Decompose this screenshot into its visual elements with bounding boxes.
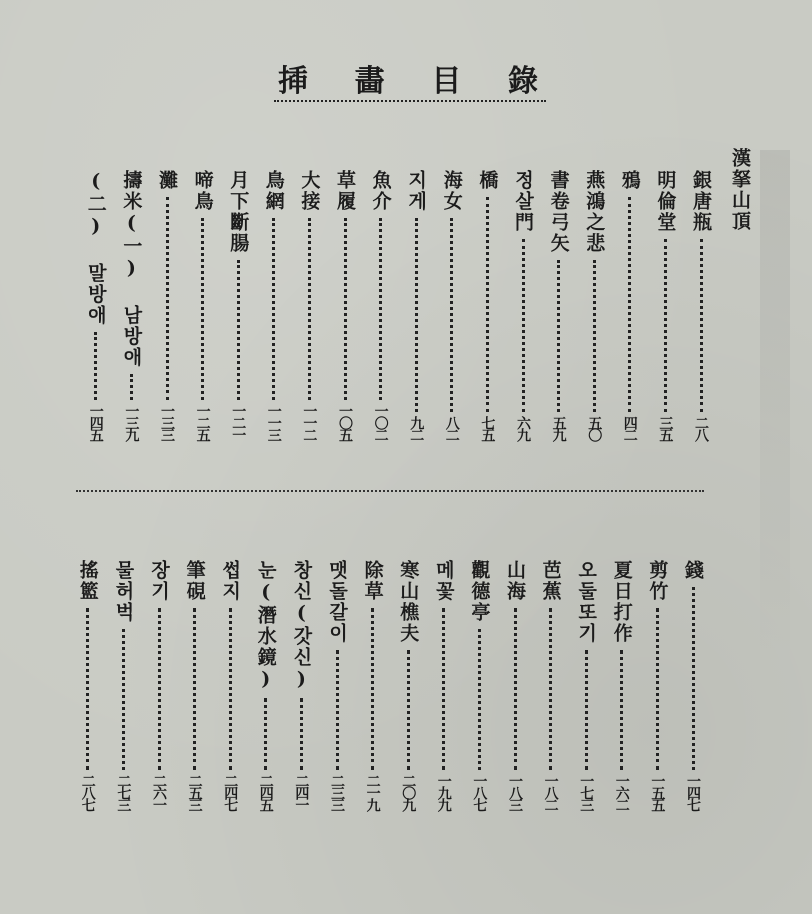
leader-dots bbox=[264, 698, 267, 770]
entry-label: 寒山樵夫 bbox=[397, 560, 420, 644]
entry-label: 창신(갓신) bbox=[290, 560, 313, 692]
toc-entry[interactable] bbox=[118, 170, 144, 440]
entry-label: 大接 bbox=[298, 170, 321, 212]
entry-label: 메꽃 bbox=[432, 560, 455, 602]
leader-dots bbox=[549, 608, 552, 770]
leader-dots bbox=[442, 608, 445, 770]
toc-entry[interactable] bbox=[288, 560, 314, 810]
leader-dots bbox=[229, 608, 232, 770]
entry-page-number: 二三三 bbox=[329, 774, 345, 810]
entry-label: 除草 bbox=[361, 560, 384, 602]
toc-entry[interactable] bbox=[182, 560, 208, 810]
leader-dots bbox=[628, 197, 631, 412]
entry-page-number: 九二 bbox=[408, 416, 425, 440]
entry-page-number: 三五 bbox=[657, 416, 674, 440]
leader-dots bbox=[522, 239, 525, 412]
title-char: 錄 bbox=[507, 64, 538, 99]
entry-page-number: 二四一 bbox=[293, 774, 310, 810]
leader-dots bbox=[166, 197, 169, 400]
leader-dots bbox=[201, 218, 204, 400]
toc-entry[interactable] bbox=[652, 170, 678, 440]
entry-label: 書卷弓矢 bbox=[547, 170, 570, 254]
leader-dots bbox=[158, 608, 161, 770]
leader-dots bbox=[486, 197, 489, 412]
entry-page-number: 一八三 bbox=[507, 774, 523, 810]
toc-entry[interactable] bbox=[360, 560, 386, 810]
leader-dots bbox=[585, 650, 588, 770]
entry-page-number: 四二 bbox=[621, 416, 638, 440]
entry-label: 海女 bbox=[440, 170, 463, 212]
leader-dots bbox=[94, 332, 97, 400]
toc-entry[interactable] bbox=[688, 170, 714, 440]
title-char: 目 bbox=[431, 64, 462, 99]
entry-page-number: 八二 bbox=[443, 416, 460, 440]
entry-page-number: 一四七 bbox=[685, 774, 701, 810]
toc-entry[interactable] bbox=[403, 170, 429, 440]
leader-dots bbox=[620, 650, 623, 770]
entry-label: 觀德亭 bbox=[468, 560, 491, 623]
toc-entry[interactable] bbox=[617, 170, 643, 440]
entry-page-number: 一一三 bbox=[265, 404, 282, 440]
entry-label: 啼鳥 bbox=[191, 170, 214, 212]
toc-entry[interactable] bbox=[75, 560, 101, 810]
toc-entry[interactable] bbox=[644, 560, 670, 810]
leader-dots bbox=[700, 239, 703, 412]
title-dotted-underline bbox=[274, 100, 546, 102]
toc-entry[interactable] bbox=[261, 170, 287, 440]
leader-dots bbox=[514, 608, 517, 770]
toc-entry[interactable] bbox=[296, 170, 322, 440]
toc-entry[interactable] bbox=[324, 560, 350, 810]
toc-entry[interactable] bbox=[510, 170, 536, 440]
entry-page-number: 二八 bbox=[693, 416, 709, 440]
entry-label: 鳥網 bbox=[262, 170, 285, 212]
entry-page-number: 一六二 bbox=[613, 774, 630, 810]
entry-label: 오둘또기 bbox=[575, 560, 598, 644]
entry-page-number: 二六一 bbox=[151, 774, 167, 810]
entry-label: 물허벅 bbox=[112, 560, 135, 623]
entry-page-number: 一一二 bbox=[301, 404, 318, 440]
leader-dots bbox=[692, 587, 695, 770]
toc-entry[interactable] bbox=[609, 560, 635, 810]
leader-dots bbox=[371, 608, 374, 770]
upper-entries bbox=[0, 170, 812, 440]
entry-label: 灘 bbox=[156, 170, 178, 191]
leader-dots bbox=[122, 629, 125, 770]
leader-dots bbox=[86, 608, 89, 770]
leader-dots bbox=[130, 374, 133, 400]
leader-dots bbox=[336, 650, 339, 770]
leader-dots bbox=[272, 218, 275, 400]
leader-dots bbox=[664, 239, 667, 412]
toc-entry[interactable] bbox=[225, 170, 251, 440]
toc-entry[interactable] bbox=[395, 560, 421, 810]
entry-page-number: 一三九 bbox=[123, 404, 140, 440]
entry-label: 눈(潛水鏡) bbox=[254, 560, 277, 692]
entry-page-number: 五九 bbox=[550, 416, 567, 440]
entry-page-number: 一二五 bbox=[194, 404, 211, 440]
section-divider bbox=[76, 490, 704, 492]
entry-label: 지게 bbox=[405, 170, 428, 212]
leader-dots bbox=[300, 698, 303, 770]
toc-entry[interactable] bbox=[368, 170, 394, 440]
entry-label: 擣米(一) 남방애 bbox=[120, 170, 143, 368]
entry-label: 山海 bbox=[504, 560, 526, 602]
toc-entry[interactable] bbox=[538, 560, 564, 810]
entry-page-number: 二四七 bbox=[222, 774, 239, 810]
toc-entry[interactable] bbox=[190, 170, 216, 440]
entry-page-number: 二四五 bbox=[257, 774, 274, 810]
entry-page-number: 一二一 bbox=[230, 404, 247, 440]
leader-dots bbox=[308, 218, 311, 400]
page-title bbox=[278, 56, 538, 100]
toc-entry[interactable] bbox=[332, 170, 358, 440]
toc-entry[interactable] bbox=[146, 560, 172, 810]
entry-label: 燕鴻之悲 bbox=[583, 170, 606, 254]
entry-page-number: 五〇 bbox=[586, 416, 603, 440]
heading-label: 漢拏山頂 bbox=[729, 148, 751, 232]
entry-label: 정살門 bbox=[512, 170, 534, 233]
toc-entry[interactable] bbox=[253, 560, 279, 810]
leader-dots bbox=[344, 218, 347, 400]
toc-entry[interactable] bbox=[439, 170, 465, 440]
entry-page-number: 二五三 bbox=[186, 774, 203, 810]
entry-label: 明倫堂 bbox=[654, 170, 677, 233]
toc-entry[interactable] bbox=[573, 560, 599, 810]
entry-page-number: 七五 bbox=[479, 416, 496, 440]
entry-label: 銀唐瓶 bbox=[690, 170, 712, 233]
entry-page-number: 一〇五 bbox=[337, 404, 353, 440]
leader-dots bbox=[379, 218, 382, 400]
entry-label: 썹지 bbox=[219, 560, 242, 602]
entry-page-number: 一四五 bbox=[87, 404, 104, 440]
entry-label: 筆硯 bbox=[183, 560, 206, 602]
leader-dots bbox=[237, 260, 240, 400]
entry-label: (二) 말방애 bbox=[84, 170, 107, 326]
entry-label: 夏日打作 bbox=[610, 560, 633, 644]
toc-entry[interactable] bbox=[474, 170, 500, 440]
entry-page-number: 二一九 bbox=[364, 774, 381, 810]
toc-entry[interactable] bbox=[502, 560, 528, 810]
entry-label: 橋 bbox=[476, 170, 499, 191]
toc-entry[interactable] bbox=[581, 170, 607, 440]
toc-entry[interactable] bbox=[546, 170, 572, 440]
entry-label: 搖籃 bbox=[76, 560, 99, 602]
leader-dots bbox=[656, 608, 659, 770]
lower-entries bbox=[0, 560, 812, 810]
entry-label: 錢 bbox=[682, 560, 704, 581]
leader-dots bbox=[593, 260, 596, 412]
entry-page-number: 二七三 bbox=[115, 774, 132, 810]
title-char: 畵 bbox=[354, 64, 385, 99]
entry-label: 剪竹 bbox=[646, 560, 669, 602]
entry-label: 장기 bbox=[148, 560, 170, 602]
leader-dots bbox=[407, 650, 410, 770]
toc-entry[interactable] bbox=[680, 560, 706, 810]
toc-entry[interactable] bbox=[154, 170, 180, 440]
entry-label: 草履 bbox=[334, 170, 356, 212]
entry-label: 芭蕉 bbox=[539, 560, 562, 602]
entry-page-number: 一七三 bbox=[578, 774, 595, 810]
leader-dots bbox=[193, 608, 196, 770]
toc-entry[interactable] bbox=[217, 560, 243, 810]
entry-page-number: 一九九 bbox=[435, 774, 452, 810]
entry-page-number: 二八七 bbox=[79, 774, 96, 810]
entry-page-number: 一五五 bbox=[649, 774, 666, 810]
leader-dots bbox=[557, 260, 560, 412]
entry-page-number: 一八七 bbox=[471, 774, 488, 810]
toc-entry[interactable] bbox=[431, 560, 457, 810]
entry-page-number: 一八二 bbox=[542, 774, 559, 810]
title-char: 揷 bbox=[278, 64, 308, 99]
entry-page-number: 六九 bbox=[515, 416, 531, 440]
entry-label: 月下斷腸 bbox=[227, 170, 250, 254]
entry-label: 魚介 bbox=[369, 170, 392, 212]
entry-label: 맷돌갈이 bbox=[326, 560, 348, 644]
entry-page-number: 一三三 bbox=[159, 404, 175, 440]
toc-entry[interactable] bbox=[110, 560, 136, 810]
entry-page-number: 二〇九 bbox=[400, 774, 417, 810]
entry-label: 鴉 bbox=[618, 170, 641, 191]
entry-page-number: 一〇二 bbox=[372, 404, 389, 440]
leader-dots bbox=[450, 218, 453, 412]
leader-dots bbox=[415, 218, 418, 412]
toc-entry[interactable] bbox=[83, 170, 109, 440]
leader-dots bbox=[478, 629, 481, 770]
toc-entry[interactable] bbox=[466, 560, 492, 810]
